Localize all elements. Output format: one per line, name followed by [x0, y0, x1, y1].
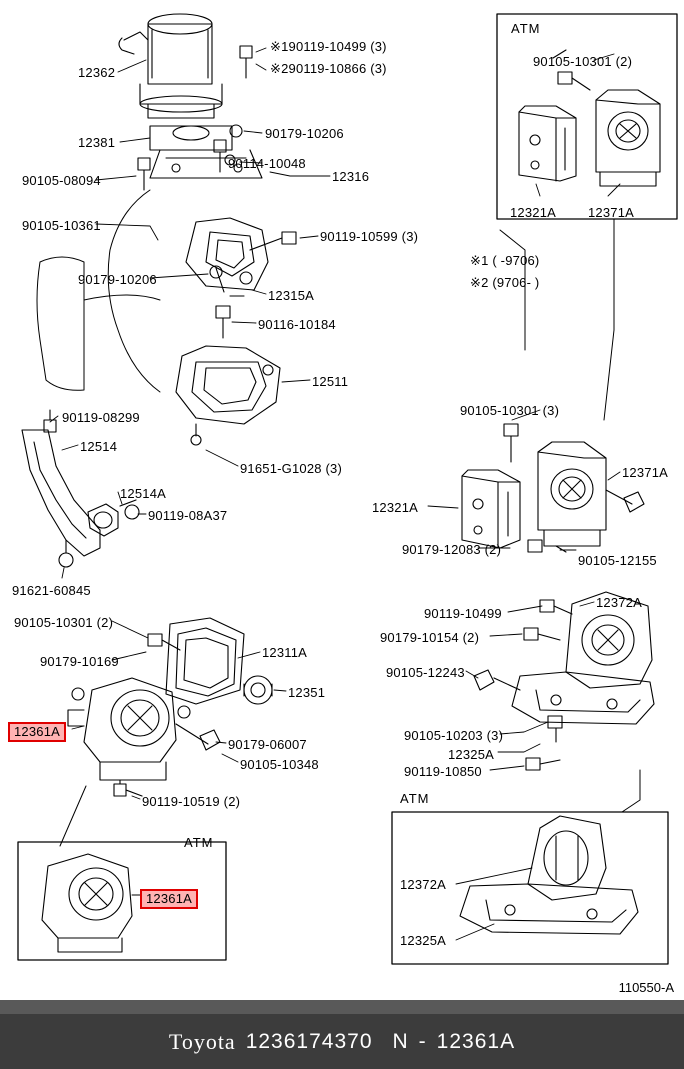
part-label-12351[interactable]: 12351 [288, 685, 326, 700]
part-label-90105-10203[interactable]: 90105-10203 (3) [404, 728, 504, 743]
part-label-12362[interactable]: 12362 [78, 65, 116, 80]
part-label-12511[interactable]: 12511 [312, 374, 349, 389]
part-label-90119-10866-note2[interactable]: ※290119-10866 (3) [270, 61, 387, 76]
part-label-12371A-a[interactable]: 12371A [588, 205, 635, 220]
part-label-12361A-main[interactable]: 12361A [8, 722, 66, 742]
part-label-90179-10154[interactable]: 90179-10154 (2) [380, 630, 480, 645]
diagram-ref-code: 12361A [436, 1029, 516, 1053]
part-label-90179-06007[interactable]: 90179-06007 [228, 737, 307, 752]
note-label-star2: ※2 (9706- ) [470, 275, 540, 290]
part-label-12372A-a[interactable]: 12372A [596, 595, 643, 610]
atm-box-label-bottom-right: ATM [400, 791, 430, 806]
part-label-90119-10499[interactable]: 90119-10499 [424, 606, 502, 621]
part-label-91651-G1028[interactable]: 91651-G1028 (3) [240, 461, 343, 476]
part-label-12514[interactable]: 12514 [80, 439, 118, 454]
part-label-90119-10499-note1[interactable]: ※190119-10499 (3) [270, 39, 387, 54]
part-label-90119-10850[interactable]: 90119-10850 [404, 764, 482, 779]
part-label-12371A-b[interactable]: 12371A [622, 465, 669, 480]
part-label-12325A-a[interactable]: 12325A [448, 747, 495, 762]
part-label-12514A[interactable]: 12514A [120, 486, 167, 501]
part-label-12325A-atm[interactable]: 12325A [400, 933, 447, 948]
part-label-90105-12243[interactable]: 90105-12243 [386, 665, 465, 680]
diagram-sheet-code: 110550-A [618, 980, 674, 995]
brand-name: Toyota [168, 1028, 236, 1054]
part-label-90105-10361[interactable]: 90105-10361 [22, 218, 101, 233]
part-label-90119-10599[interactable]: 90119-10599 (3) [320, 229, 419, 244]
part-label-90105-08094[interactable]: 90105-08094 [22, 173, 101, 188]
part-label-90179-10206-a[interactable]: 90179-10206 [265, 126, 344, 141]
part-label-12361A-atm[interactable]: 12361A [140, 889, 198, 909]
atm-box-label-top-right: ATM [511, 21, 541, 36]
part-label-90179-12083[interactable]: 90179-12083 (2) [402, 542, 502, 557]
part-label-90105-12155[interactable]: 90105-12155 [578, 553, 657, 568]
diagram-ref-separator: - [418, 1029, 427, 1053]
part-label-12316[interactable]: 12316 [332, 169, 370, 184]
part-label-90119-10519[interactable]: 90119-10519 (2) [142, 794, 241, 809]
part-label-12315A[interactable]: 12315A [268, 288, 315, 303]
part-label-90179-10206-b[interactable]: 90179-10206 [78, 272, 157, 287]
part-label-91621-60845[interactable]: 91621-60845 [12, 583, 91, 598]
part-label-12321A-b[interactable]: 12321A [372, 500, 419, 515]
atm-box-label-bottom-left: ATM [184, 835, 214, 850]
part-label-90116-10184[interactable]: 90116-10184 [258, 317, 336, 332]
part-label-90105-10301-a[interactable]: 90105-10301 (2) [14, 615, 114, 630]
part-label-12372A-atm[interactable]: 12372A [400, 877, 447, 892]
diagram-ref-prefix: N [392, 1029, 409, 1053]
part-label-12311A[interactable]: 12311A [262, 645, 308, 660]
part-label-12321A-a[interactable]: 12321A [510, 205, 557, 220]
footer-caption [0, 1014, 684, 1069]
part-label-90119-08A37[interactable]: 90119-08A37 [148, 508, 228, 523]
note-label-star1: ※1 ( -9706) [470, 253, 540, 268]
part-label-90114-10048[interactable]: 90114-10048 [228, 156, 306, 171]
part-label-90179-10169[interactable]: 90179-10169 [40, 654, 119, 669]
part-label-90105-10348[interactable]: 90105-10348 [240, 757, 319, 772]
part-number: 1236174370 [245, 1029, 373, 1053]
part-label-90105-10301-c[interactable]: 90105-10301 (3) [460, 403, 560, 418]
part-label-90119-08299[interactable]: 90119-08299 [62, 410, 140, 425]
part-label-12381[interactable]: 12381 [78, 135, 116, 150]
part-label-90105-10301-b[interactable]: 90105-10301 (2) [533, 54, 633, 69]
